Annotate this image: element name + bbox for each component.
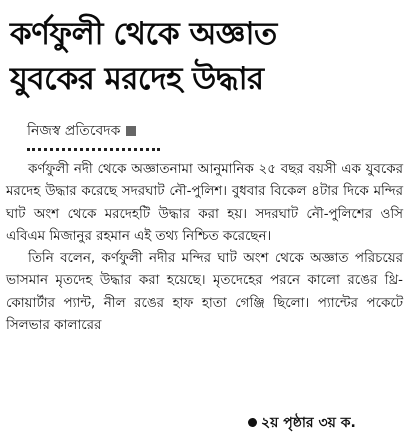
body-paragraph-1: কর্ণফুলী নদী থেকে অজ্ঞাতনামা আনুমানিক ২৫ বছর বয়সী এক যুবকের মরদেহ উদ্ধার করেছে সদরঘাট নৌ-পুলিশ। বুধবার বিকেল ৪টার দিকে মন্দির ঘাট অংশ থেকে মরদেহটি উদ্ধার করা হয়। সদরঘাট নৌ-পুলিশের ওসি এবিএম মিজানুর রহমান এই তথ্য নিশ্চিত করেছেন। xyxy=(6,162,403,244)
headline-line-2: যুবকের মরদেহ উদ্ধার xyxy=(10,61,264,97)
byline-text: নিজস্ব প্রতিবেদক xyxy=(27,123,121,139)
continuation-text: ২য় পৃষ্ঠার ৩য় ক. xyxy=(261,415,356,431)
square-icon xyxy=(126,126,136,136)
headline xyxy=(10,12,405,102)
article-body xyxy=(6,159,403,337)
byline xyxy=(27,122,136,140)
continuation-note xyxy=(248,413,356,433)
bullet-dot-icon xyxy=(248,418,257,427)
body-paragraph-2: তিনি বলেন, কর্ণফুলী নদীর মন্দির ঘাট অংশ থেকে অজ্ঞাত পরিচয়ের ভাসমান মৃতদেহ উদ্ধার করা হয়েছে। মৃতদেহের পরনে কালো রঙের থ্রি-কোয়ার্টার প্যান্ট, নীল রঙের হাফ হাতা গেঞ্জি ছিলো। প্যান্টের পকেটে সিলভার কালারের xyxy=(6,251,403,334)
headline-line-1: কর্ণফুলী থেকে অজ্ঞাত xyxy=(10,16,277,52)
dotted-divider xyxy=(27,148,160,151)
